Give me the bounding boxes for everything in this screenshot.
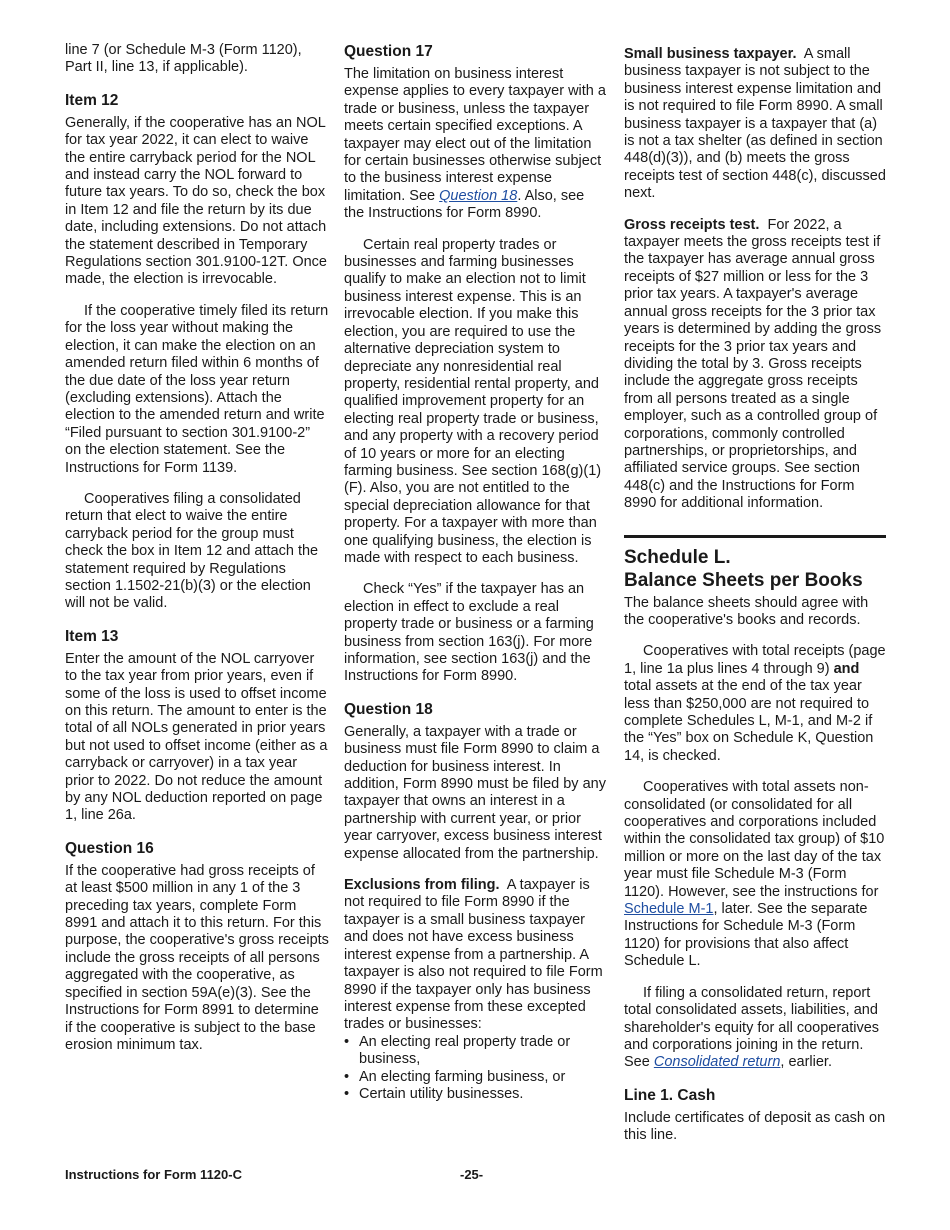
text-segment: , earlier. (780, 1054, 832, 1071)
small-business-text: A small business taxpayer is not subject to the business interest expense limitation and is not required to file Form 8990. A small business taxpayer is a taxpayer that (a) is not a tax shelter (as defined in section 448(d)(3)), and (b) meets the gross receipts test of section 448(c), discussed next. (624, 46, 886, 202)
text-segment: If filing a consolidated return, report total consolidated assets, liabilities, and shareholder's equity for all cooperatives and corporations joining in the return. See (624, 984, 880, 1071)
column-right (624, 42, 886, 1159)
question-18-heading: Question 18 (344, 700, 433, 718)
gross-receipts-title: Gross receipts test. (624, 216, 760, 233)
schedule-l-paragraph (624, 643, 886, 765)
question-17-paragraph: Certain real property trades or businesses and farming businesses qualify to make an election not to limit business interest expense. This is an irrevocable election. If you make this election, you are required to use the alternative depreciation system to depreciate any nonresidential real property, residential rental property, and qualified improvement property for an electing real property trade or business, and any property with a recovery period of 10 years or more for an electing farming business. See section 168(g)(1)(F). Also, you are not entitled to the special depreciation allowance for that property. For a taxpayer with more than one qualifying business, the election is made with respect to each business. (344, 236, 602, 566)
small-business-paragraph (624, 46, 886, 203)
text-segment: . Also, see the Instructions for Form 8990. (344, 187, 585, 222)
exclusions-text: A taxpayer is not required to file Form 8990 if the taxpayer is a small business taxpayer and does not have excess business interest expense from a partnership. A taxpayer is also not required to file Form 8990 if the taxpayer only has business interest expense from these excepted trades or businesses: (344, 877, 603, 1033)
question-17-heading: Question 17 (344, 43, 433, 60)
line-1-cash-paragraph: Include certificates of deposit as cash on this line. (624, 1109, 886, 1144)
text-segment: Cooperatives with total receipts (page 1, line 1a plus lines 4 through 9) (624, 643, 886, 677)
column-middle (344, 42, 608, 1103)
line-1-cash-heading: Line 1. Cash (624, 1086, 716, 1104)
schedule-l-title-line: Schedule L. (624, 546, 731, 568)
exclusions-paragraph (344, 877, 608, 1034)
item-12-paragraph: Cooperatives filing a consolidated return that elect to waive the entire carryback period for the group must check the box in Item 12 and attach the statement required by Regulations section 1.1502-21(b)(3) or the election will not be valid. (65, 490, 319, 612)
list-item: • An electing farming business, or (344, 1069, 608, 1086)
question-18-link[interactable]: Question 18 (439, 187, 518, 204)
footer-form-title: Instructions for Form 1120-C (65, 1167, 242, 1182)
item-12-paragraph: Generally, if the cooperative has an NOL for tax year 2022, it can elect to waive the entire carryback period for the NOL and instead carry the NOL forward to future tax years. To do so, check the box in Item 12 and file the return by its due date, including extensions. Do not attach the statement described in Temporary Regulations section 301.9100-12T. Once made, the election is irrevocable. (65, 114, 327, 288)
item-13-heading: Item 13 (65, 627, 119, 645)
column-left (65, 42, 329, 1068)
question-17-paragraph (344, 66, 608, 223)
schedule-l-paragraph (624, 779, 886, 970)
item-12-paragraph: If the cooperative timely filed its return for the loss year without making the election, it can make the election on an amended return filed within 6 months of the due date of the loss year return (excluding extensions). Attach the election to the amended return and write “Filed pursuant to section 301.9100-2” on the election statement. See the Instructions for Form 1139. (65, 302, 329, 476)
schedule-l-paragraph (624, 985, 886, 1072)
item-12-heading: Item 12 (65, 91, 119, 109)
question-16-paragraph: If the cooperative had gross receipts of at least $500 million in any 1 of the 3 preceding tax years, complete Form 8991 and attach it to this return. For this purpose, the cooperative's gross receipts include the gross receipts of all persons aggregated with the cooperative, as specified in section 59A(e)(3). See the Instructions for Form 8991 to determine if the cooperative is subject to the base erosion minimum tax. (65, 862, 329, 1053)
list-item: • An electing real property trade or business, (344, 1034, 608, 1069)
excepted-businesses-list (344, 1034, 608, 1104)
emphasis-text: and (833, 660, 860, 677)
text-segment: The limitation on business interest expense applies to every taxpayer with a trade or business, unless the taxpayer meets certain specified exceptions. A taxpayer may elect out of the limitation for certain businesses otherwise subject to the business interest expense limitation. See (344, 66, 606, 204)
gross-receipts-paragraph (624, 217, 886, 513)
question-18-paragraph: Generally, a taxpayer with a trade or business must file Form 8990 to claim a deduction for business interest. In addition, Form 8990 must be filed by any taxpayer that owns an interest in a partnership with current year, or prior year carryover, excess business interest expense allocated from the partnership. (344, 723, 606, 862)
page-number: -25- (460, 1167, 484, 1182)
text-segment: total assets at the end of the tax year less than $250,000 are not required to complete Schedules L, M-1, and M-2 if the “Yes” box on Schedule K, Question 14, is checked. (624, 678, 874, 764)
continued-text: line 7 (or Schedule M-3 (Form 1120), Part II, line 13, if applicable). (65, 42, 302, 76)
consolidated-return-link[interactable]: Consolidated return (653, 1054, 781, 1071)
schedule-l-title-line: Balance Sheets per Books (624, 569, 863, 591)
schedule-l-title (624, 546, 886, 592)
list-item: • Certain utility businesses. (344, 1086, 608, 1103)
section-divider (624, 535, 886, 538)
schedule-m1-link[interactable]: Schedule M-1 (624, 901, 714, 918)
question-16-heading: Question 16 (65, 839, 154, 857)
gross-receipts-text: For 2022, a taxpayer meets the gross receipts test if the taxpayer has average annual gross receipts of $27 million or less for the 3 prior tax years. A taxpayer's average annual gross receipts for the 3 prior tax years is determined by adding the gross receipts for the 3 prior tax years and dividing the total by 3. Gross receipts include the aggregate gross receipts from all persons treated as a single employer, such as a controlled group of corporations, commonly controlled partnerships, or proprietorships, and affiliated service groups. See section 448(c) and the Instructions for Form 8990 for additional information. (624, 216, 882, 512)
item-13-paragraph: Enter the amount of the NOL carryover to the tax year from prior years, even if some of the loss is used to offset income on this return. The amount to enter is the total of all NOLs generated in prior years but not used to offset income (either as a carryback or carryover) in a tax year prior to 2022. Do not reduce the amount by any NOL deduction reported on page 1, line 26a. (65, 650, 328, 824)
question-17-paragraph: Check “Yes” if the taxpayer has an election in effect to exclude a real property trade or business or a farming business from section 163(j). For more information, see section 163(j) and the Instructions for Form 8990. (344, 581, 594, 685)
text-segment: Cooperatives with total assets non-consolidated (or consolidated for all cooperatives and corporations included within the consolidated tax group) of $10 million or more on the last day of the tax year must file Schedule M-3 (Form 1120). However, see the instructions for (624, 779, 885, 900)
exclusions-title: Exclusions from filing. (344, 877, 500, 894)
schedule-l-paragraph: The balance sheets should agree with the cooperative's books and records. (624, 594, 869, 628)
text-segment: , later. See the separate Instructions for Schedule M-3 (Form 1120) for provisions that also affect Schedule L. (624, 901, 868, 970)
small-business-title: Small business taxpayer. (624, 46, 797, 62)
